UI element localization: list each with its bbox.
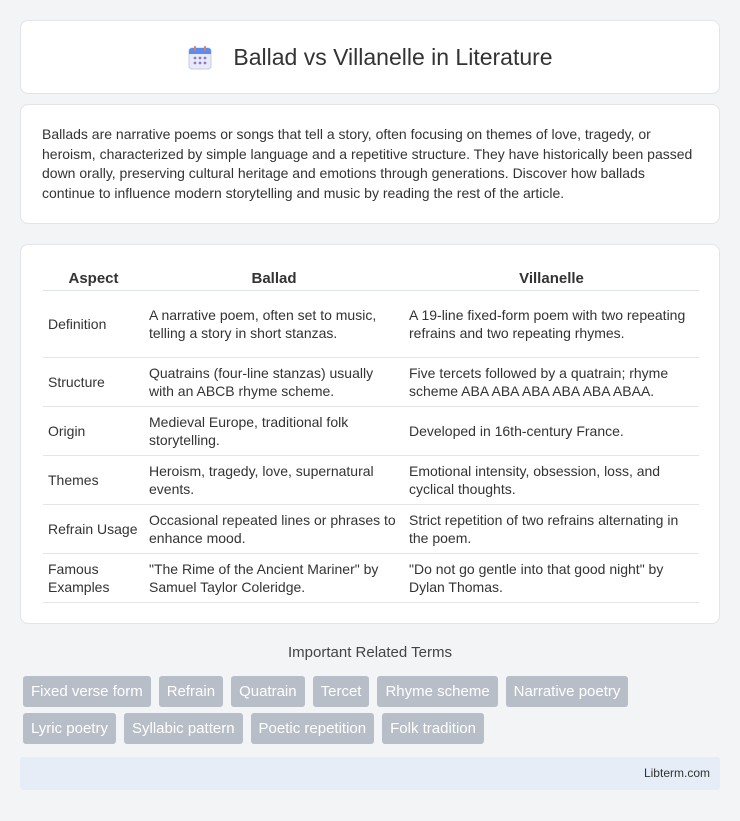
table-row — [43, 291, 699, 358]
cell-ballad: "The Rime of the Ancient Mariner" by Samuel Taylor Coleridge. — [144, 554, 404, 603]
comparison-card — [20, 244, 720, 624]
tag-narrative-poetry[interactable]: Narrative poetry — [506, 676, 629, 707]
tag-quatrain[interactable]: Quatrain — [231, 676, 305, 707]
tag-folk-tradition[interactable]: Folk tradition — [382, 713, 484, 744]
intro-paragraph: Ballads are narrative poems or songs that tell a story, often focusing on themes of love, tragedy, or heroism, characterized by simple language and a repetitive structure. They have historically been passed down orally, preserving cultural heritage and emotions through generations. Discover how ballads continue to influence modern storytelling and music by reading the rest of the article. — [42, 126, 693, 201]
table-header-row — [43, 263, 699, 291]
cell-ballad: Quatrains (four-line stanzas) usually with an ABCB rhyme scheme. — [144, 358, 404, 407]
footer-site-link[interactable]: Libterm.com — [643, 766, 710, 780]
cell-villanelle: Strict repetition of two refrains alternating in the poem. — [404, 505, 699, 554]
cell-aspect: Origin — [43, 407, 144, 456]
cell-ballad: A narrative poem, often set to music, telling a story in short stanzas. — [144, 291, 404, 358]
tag-lyric-poetry[interactable]: Lyric poetry — [23, 713, 116, 744]
header-aspect: Aspect — [43, 263, 144, 291]
table-row — [43, 505, 699, 554]
tag-refrain[interactable]: Refrain — [159, 676, 223, 707]
tag-rhyme-scheme[interactable]: Rhyme scheme — [377, 676, 497, 707]
calendar-grid-icon — [187, 45, 213, 71]
cell-aspect: Refrain Usage — [43, 505, 144, 554]
cell-villanelle: Emotional intensity, obsession, loss, and cyclical thoughts. — [404, 456, 699, 505]
tag-tercet[interactable]: Tercet — [313, 676, 370, 707]
cell-ballad: Heroism, tragedy, love, supernatural events. — [144, 456, 404, 505]
header-ballad: Ballad — [144, 263, 404, 291]
comparison-table — [43, 263, 699, 603]
page-title: Ballad vs Villanelle in Literature — [233, 43, 553, 70]
table-row — [43, 456, 699, 505]
header-card — [20, 20, 720, 94]
related-terms-title: Important Related Terms — [288, 644, 452, 661]
cell-aspect: Famous Examples — [43, 554, 144, 603]
table-row — [43, 358, 699, 407]
tag-poetic-repetition[interactable]: Poetic repetition — [251, 713, 375, 744]
cell-villanelle: Five tercets followed by a quatrain; rhyme scheme ABA ABA ABA ABA ABA ABAA. — [404, 358, 699, 407]
cell-aspect: Structure — [43, 358, 144, 407]
table-row — [43, 407, 699, 456]
cell-ballad: Occasional repeated lines or phrases to enhance mood. — [144, 505, 404, 554]
tag-fixed-verse-form[interactable]: Fixed verse form — [23, 676, 151, 707]
cell-villanelle: A 19-line fixed-form poem with two repeating refrains and two repeating rhymes. — [404, 291, 699, 358]
header-villanelle: Villanelle — [404, 263, 699, 291]
cell-villanelle: "Do not go gentle into that good night" by Dylan Thomas. — [404, 554, 699, 603]
cell-aspect: Themes — [43, 456, 144, 505]
intro-card — [20, 104, 720, 224]
table-row — [43, 554, 699, 603]
related-terms-tags — [23, 676, 723, 750]
cell-villanelle: Developed in 16th-century France. — [404, 407, 699, 456]
cell-aspect: Definition — [43, 291, 144, 358]
footer — [20, 757, 720, 790]
tag-syllabic-pattern[interactable]: Syllabic pattern — [124, 713, 243, 744]
cell-ballad: Medieval Europe, traditional folk storytelling. — [144, 407, 404, 456]
